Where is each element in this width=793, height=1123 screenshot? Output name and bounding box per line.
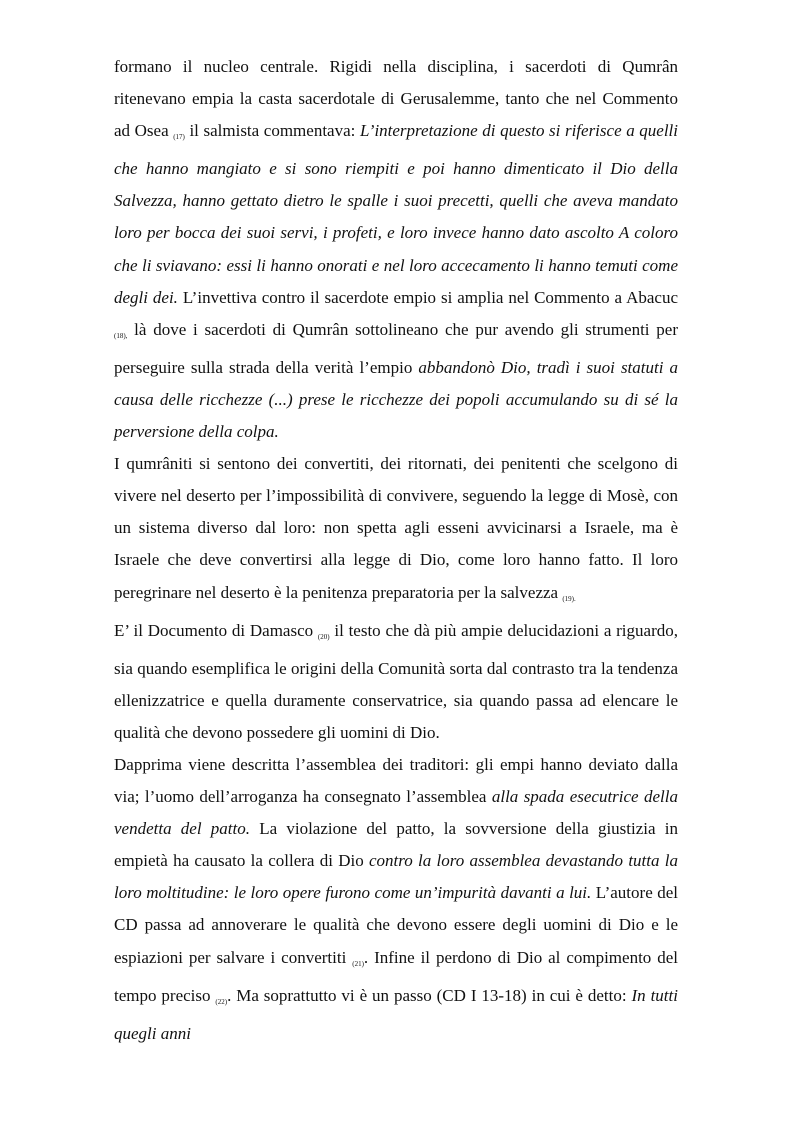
footnote-ref-18: (18),: [114, 331, 128, 340]
body-text: formano il nucleo centrale. Rigidi nella disciplina, i sacerdoti di Qumrân ritenevano empia la casta sacerdotale di Gerusalemme, tanto che nel Commento ad Osea: [114, 57, 678, 141]
document-page: [114, 51, 678, 1050]
paragraph-3: [114, 615, 678, 749]
paragraph-4: [114, 749, 678, 1050]
paragraph-1: [114, 51, 678, 448]
body-text: il testo che dà più ampie delucidazioni a riguardo, sia quando esemplifica le origini della Comunità sorta dal contrasto tra la tendenza ellenizzatrice e quella duramente conservatrice, sia quando passa ad elencare le qualità che devono possedere gli uomini di Dio.: [114, 620, 678, 742]
quotation-anni: In tutti quegli anni: [114, 985, 678, 1043]
footnote-ref-22: (22): [215, 997, 228, 1006]
quotation-osea: L’interpretazione di questo si riferisce a quelli che hanno mangiato e si sono riempiti e poi hanno dimenticato il Dio della Salvezza, hanno gettato dietro le spalle i suoi precetti, quelli che aveva mandato loro per bocca dei suoi servi, i profeti, e loro invece hanno dato ascolto A coloro che li sviavano: essi li hanno onorati e nel loro accecamento li hanno temuti come degli dei.: [114, 121, 678, 307]
body-text: là dove i sacerdoti di Qumrân sottolineano che pur avendo gli strumenti per perseguire sulla strada della verità l’empio: [114, 319, 678, 377]
paragraph-2: [114, 448, 678, 614]
body-text: Dapprima viene descritta l’assemblea dei traditori: gli empi hanno deviato dalla via; l’uomo dell’arroganza ha consegnato l’assemblea: [114, 754, 678, 807]
footnote-ref-20: (20): [317, 632, 330, 641]
footnote-ref-17: (17): [173, 133, 185, 142]
body-text: . Ma soprattutto vi è un passo (CD I 13-18) in cui è detto:: [227, 985, 632, 1005]
body-text: il salmista commentava:: [184, 121, 360, 141]
body-text: L’autore del CD passa ad annoverare le qualità che devono essere degli uomini di Dio e le espiazioni per salvare i convertiti: [114, 883, 678, 967]
body-text: I qumrâniti si sentono dei convertiti, dei ritornati, dei penitenti che scelgono di vivere nel deserto per l’impossibilità di convivere, seguendo la legge di Mosè, con un sistema diverso dal loro: non spetta agli esseni avvicinarsi a Israele, ma è Israele che deve convertirsi alla legge di Dio, come loro hanno fatto. Il loro peregrinare nel deserto è la penitenza preparatoria per la salvezza: [114, 454, 678, 602]
body-text: E’ il Documento di Damasco: [114, 620, 318, 640]
quotation-assemblea: contro la loro assemblea devastando tutta la loro moltitudine: le loro opere furono come un’impurità davanti a lui.: [114, 851, 678, 903]
quotation-spada: alla spada esecutrice della vendetta del patto.: [114, 787, 678, 839]
footnote-ref-21: (21): [352, 959, 364, 968]
body-text: L’invettiva contro il sacerdote empio si amplia nel Commento a Abacuc: [177, 287, 678, 307]
quotation-abacuc: abbandonò Dio, tradì i suoi statuti a causa delle ricchezze (...) prese le ricchezze dei popoli accumulando su di sé la perversione della colpa.: [114, 357, 678, 442]
footnote-ref-19: (19).: [562, 594, 576, 603]
body-text: La violazione del patto, la sovversione della giustizia in empietà ha causato la collera di Dio: [114, 819, 678, 871]
body-text: . Infine il perdono di Dio al compimento del tempo preciso: [114, 947, 678, 1005]
